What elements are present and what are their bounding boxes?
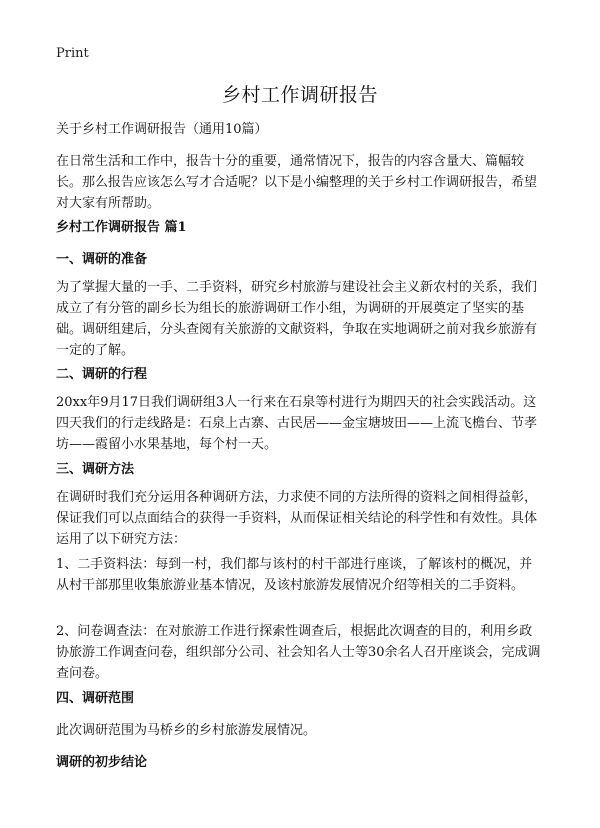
section-heading-conclusion: 调研的初步结论 <box>56 755 148 770</box>
section-text-methods: 在调研时我们充分运用各种调研方法，力求使不同的方法所得的资料之间相得益彰，保证我们可以点面结合的获得一手资料，从而保证相关结论的科学性和有效性。具体运用了以下研究方法： <box>56 490 538 547</box>
document-subtitle: 关于乡村工作调研报告（通用10篇） <box>56 122 268 137</box>
method-questionnaire: 2、问卷调查法：在对旅游工作进行探索性调查后，根据此次调查的目的，利用乡政协旅游工作调查问卷，组织部分公司、社会知名人士等30余名人召开座谈会，完成调查问卷。 <box>56 624 541 681</box>
intro-paragraph: 在日常生活和工作中，报告十分的重要，通常情况下，报告的内容含量大、篇幅较长。那么报告应该怎么写才合适呢？以下是小编整理的关于乡村工作调研报告，希望对大家有所帮助。 <box>56 154 538 211</box>
section-heading-preparation: 一、调研的准备 <box>56 252 148 267</box>
section-text-itinerary: 20xx年9月17日我们调研组3人一行来在石泉等村进行为期四天的社会实践活动。这四天我们的行走线路是：石泉上古寨、古民居——金宝塘坡田——上流飞檐台、节孝坊——霞留小水果基地，每个村一天。 <box>56 395 538 452</box>
section-text-scope: 此次调研范围为马桥乡的乡村旅游发展情况。 <box>56 723 317 738</box>
print-link[interactable]: Print <box>56 46 89 61</box>
section-heading-itinerary: 二、调研的行程 <box>56 367 148 382</box>
method-secondary-data: 1、二手资料法：每到一村，我们都与该村的村干部进行座谈，了解该村的概况，并从村干部那里收集旅游业基本情况，及该村旅游发展情况介绍等相关的二手资料。 <box>56 557 533 593</box>
section-heading-methods: 三、调研方法 <box>56 462 135 477</box>
article-heading: 乡村工作调研报告 篇1 <box>56 220 187 235</box>
section-text-preparation: 为了掌握大量的一手、二手资料，研究乡村旅游与建设社会主义新农村的关系，我们成立了有分管的副乡长为组长的旅游调研工作小组，为调研的开展奠定了坚实的基础。调研组建后，分头查阅有关旅游的文献资料，争取在实地调研之前对我乡旅游有一定的了解。 <box>56 280 538 358</box>
page-title: 乡村工作调研报告 <box>221 84 378 106</box>
section-heading-scope: 四、调研范围 <box>56 691 135 706</box>
